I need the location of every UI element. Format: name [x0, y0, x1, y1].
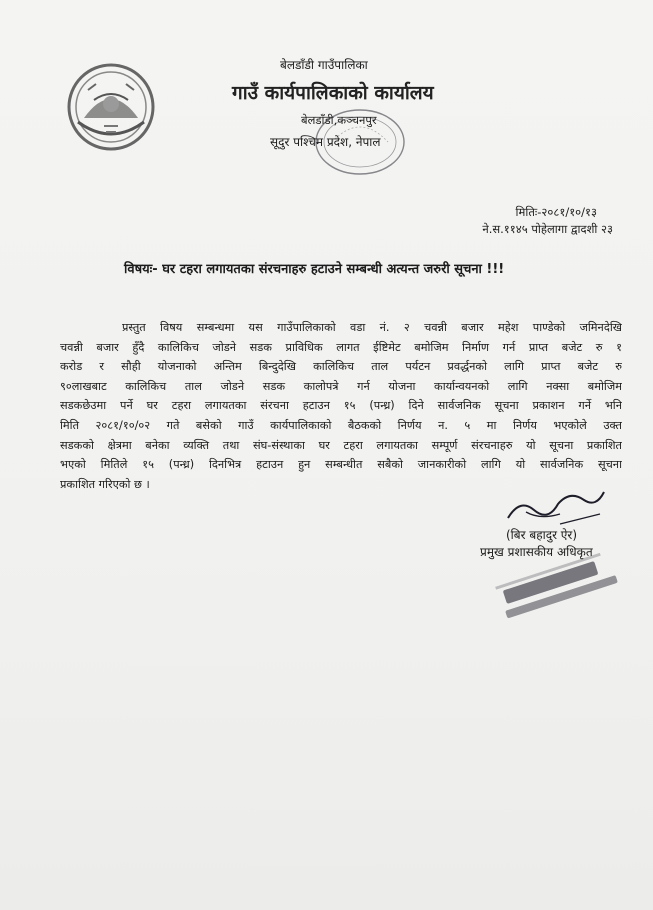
signatory-name: (बिर बहादुर ऐर) — [506, 528, 578, 542]
office-stamp-icon — [288, 98, 408, 178]
nepal-emblem-icon — [64, 60, 158, 154]
official-stamp-icon — [480, 540, 630, 620]
issue-date: मितिः-२०८१/१०/१३ — [515, 205, 597, 219]
notice-body — [60, 318, 622, 494]
body-line: प्रकाशित गरिएको छ । — [60, 477, 150, 491]
body-line: ९०लाखबाट कालिकिच ताल जोडने सडक कालोपत्रे गर्न योजना कार्यान्वयनको लागि नक्सा बमोजिम — [60, 379, 622, 393]
body-line: प्रस्तुत विषय सम्बन्धमा यस गाउँपालिकाको वडा नं. २ चवन्नी बजार महेश पाण्डेको जमिनदेखि — [122, 321, 622, 334]
office-name: गाउँ कार्यपालिकाको कार्यालय — [232, 82, 434, 104]
body-line: सडकछेउमा पर्ने घर टहरा लगायतका संरचना हटाउन १५ (पन्ध्र) दिने सार्वजनिक सूचना प्रकाशन गर्ने भनि — [60, 399, 622, 413]
office-province: सूदुर पश्चिम प्रदेश, नेपाल — [270, 135, 381, 149]
nepal-sambat-date: ने.स.११४५ पोहेलागा द्वादशी २३ — [482, 222, 613, 236]
signature-icon — [500, 480, 610, 530]
body-line: सडकको क्षेत्रमा बनेका व्यक्ति तथा संघ-संस्थाका घर टहरा लगायतका सम्पूर्ण संरचनाहरु यो सूचना प्रकाशित — [60, 438, 622, 452]
body-line: चवन्नी बजार हुँदै कालिकिच जोडने सडक प्राविधिक लागत ईष्टिमेट बमोजिम निर्माण गर्न प्राप्त बजेट रु १ — [60, 340, 622, 354]
notice-subject: विषयः- घर टहरा लगायतका संरचनाहरु हटाउने सम्बन्धी अत्यन्त जरुरी सूचना !!! — [124, 262, 505, 277]
body-line: करोड र सौही योजनाको अन्तिम बिन्दुदेखि कालिकिच ताल पर्यटन प्रवर्द्धनको लागि प्राप्त बजेट रु — [60, 360, 622, 374]
municipality-name: बेलडाँडी गाउँपालिका — [280, 58, 368, 72]
body-line: मिति २०८१/१०/०२ गते बसेको गाउँ कार्यपालिकाको बैठकको निर्णय न. ५ मा निर्णय भएकोले उक्त — [60, 418, 622, 432]
body-line: भएको मितिले १५ (पन्ध्र) दिनभित्र हटाउन हुन सम्बन्धीत सबैको जानकारीको लागि यो सार्वजनिक सूचना — [60, 458, 622, 472]
signatory-title: प्रमुख प्रशासकीय अधिकृत — [480, 545, 593, 559]
office-address: बेलडाँडी,कञ्चनपुर — [301, 113, 377, 127]
